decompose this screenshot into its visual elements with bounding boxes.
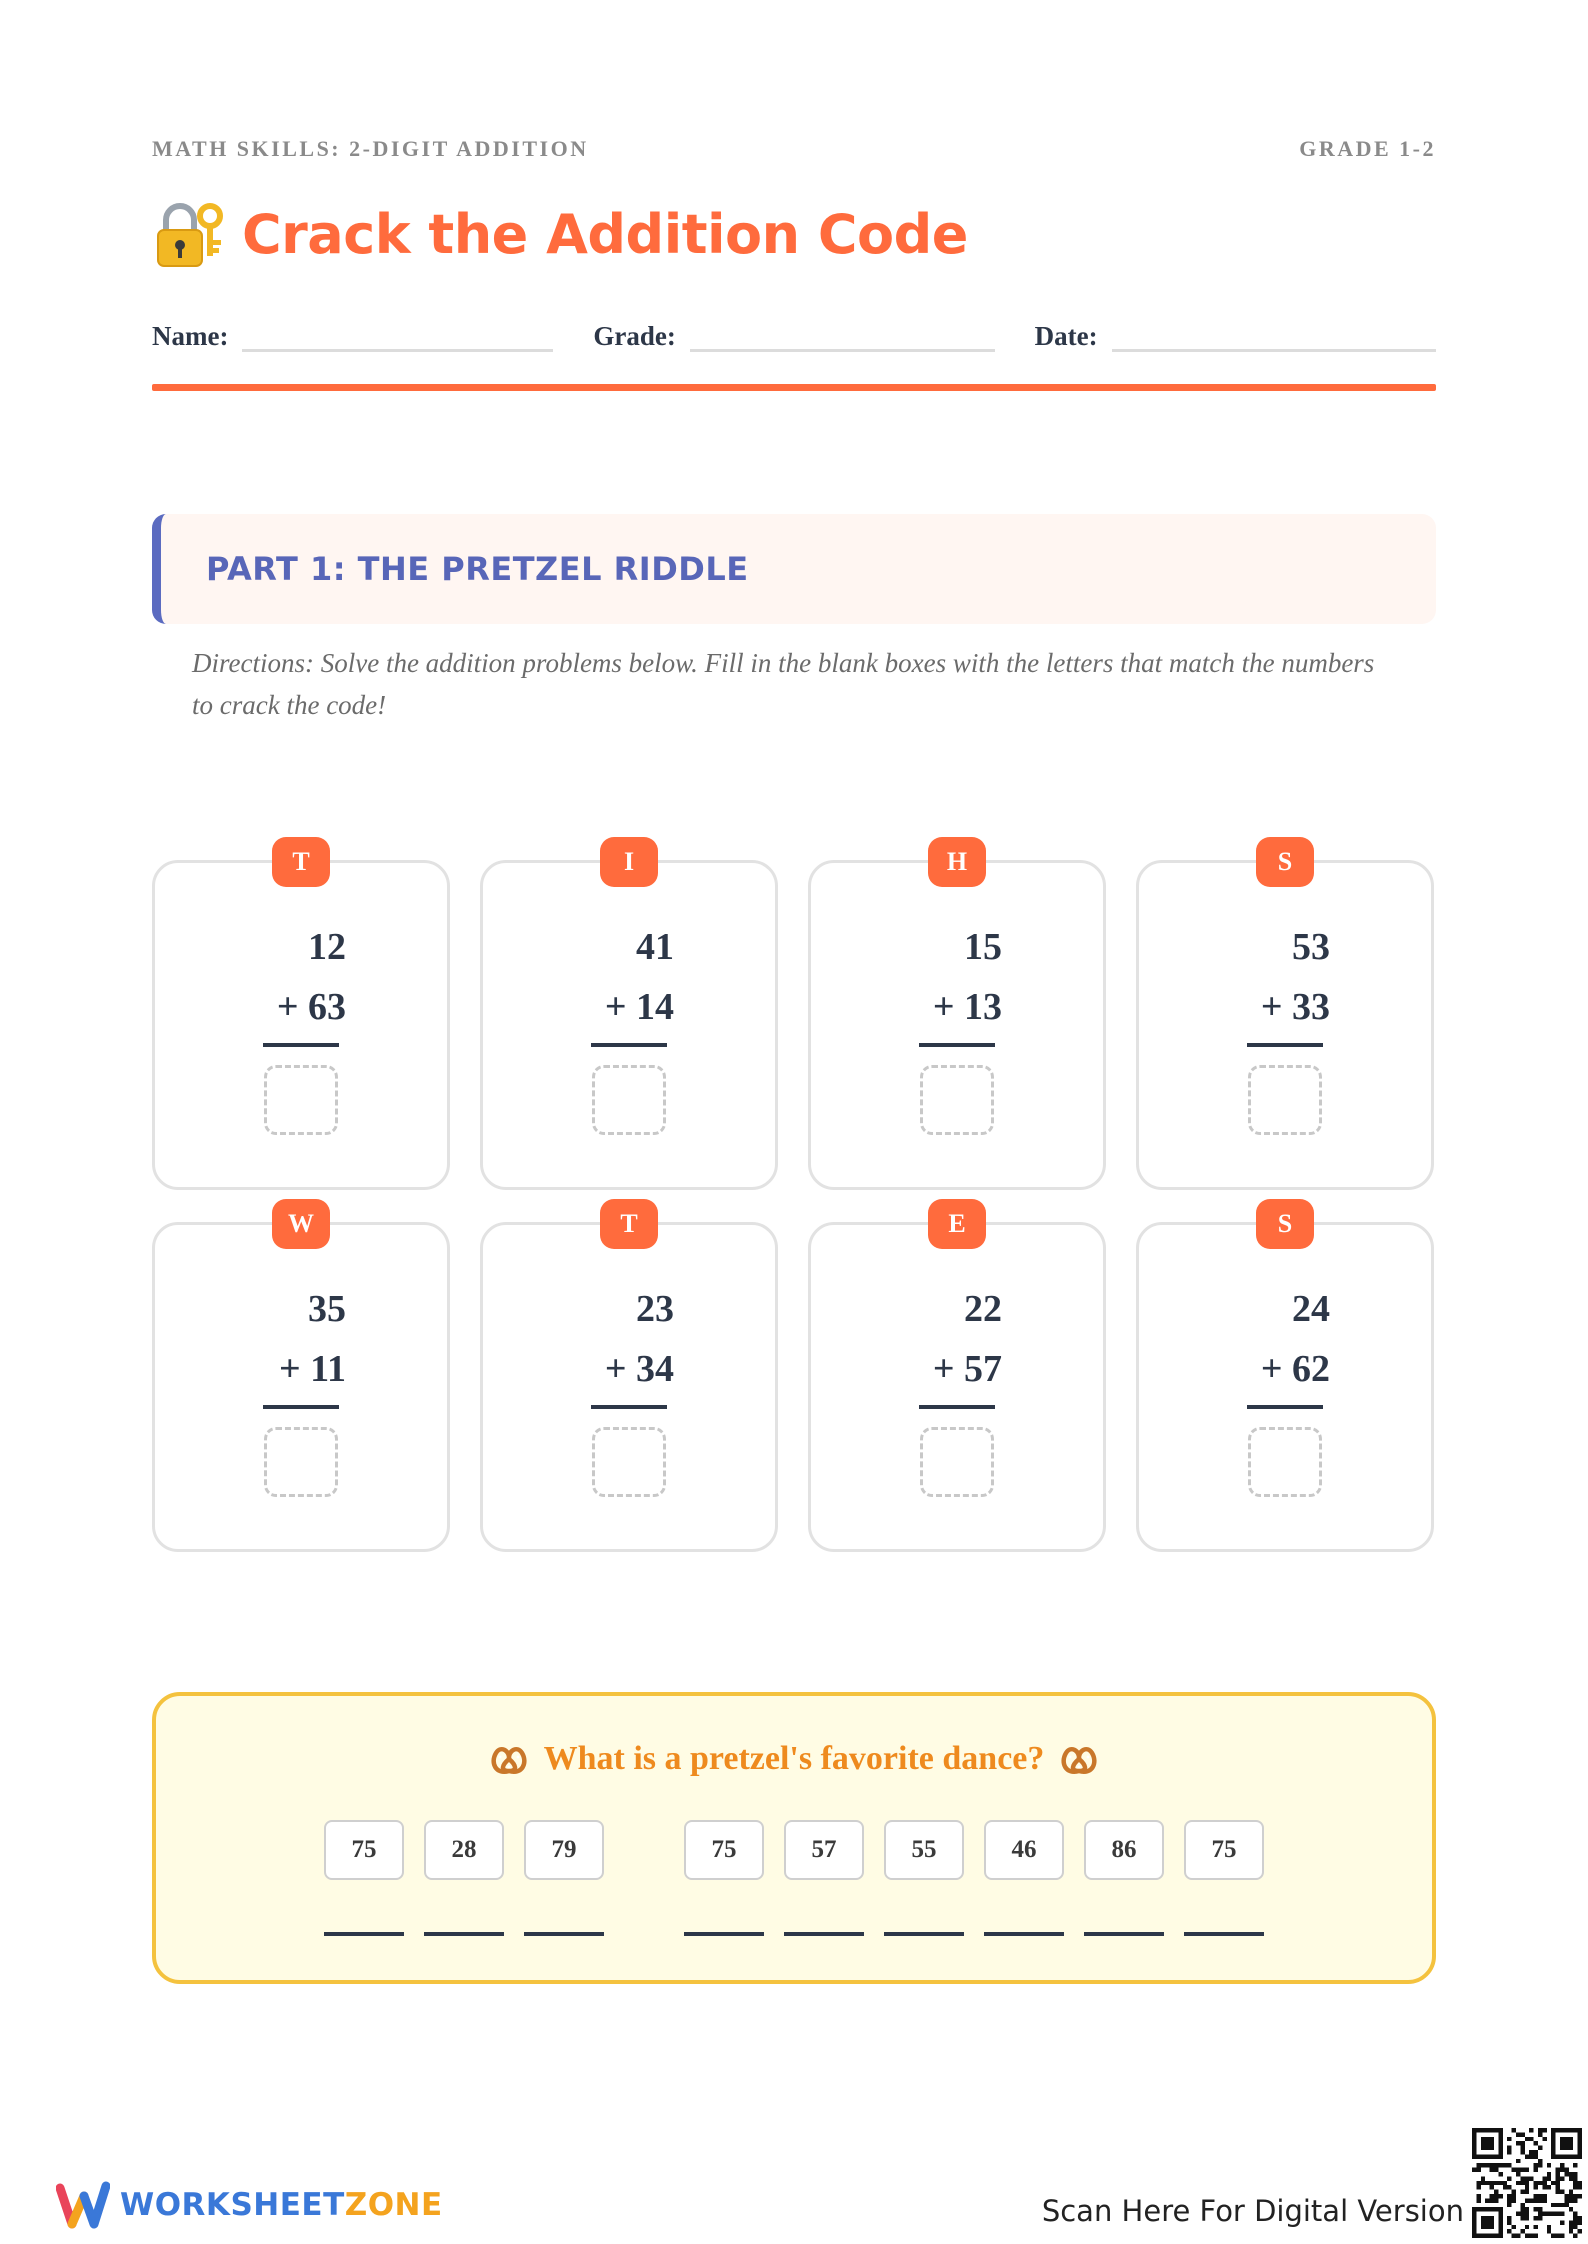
- addition-problem: [155, 1279, 447, 1497]
- grade-field[interactable]: [593, 316, 994, 352]
- problem-card: [152, 1209, 450, 1552]
- answer-box[interactable]: [264, 1427, 338, 1497]
- problem-card: [152, 847, 450, 1190]
- code-slot: [684, 1820, 764, 1936]
- problem-card: [480, 1209, 778, 1552]
- brand-logo: [56, 2178, 443, 2232]
- problem-card: [1136, 847, 1434, 1190]
- addend-top: 12: [308, 926, 346, 968]
- code-number: 86: [1084, 1820, 1164, 1880]
- letter-blank[interactable]: [684, 1932, 764, 1936]
- sum-line: [591, 1405, 667, 1409]
- scan-text: Scan Here For Digital Version: [1041, 2194, 1464, 2228]
- riddle-box: [152, 1692, 1436, 1984]
- code-number: 75: [1184, 1820, 1264, 1880]
- answer-box[interactable]: [592, 1065, 666, 1135]
- letter-badge: I: [600, 837, 658, 887]
- letter-badge: E: [928, 1199, 986, 1249]
- problem-card: [1136, 1209, 1434, 1552]
- code-slot: [524, 1820, 604, 1936]
- worksheetzone-logo-icon: [56, 2178, 110, 2232]
- date-label: Date:: [1034, 321, 1098, 351]
- letter-blank[interactable]: [324, 1932, 404, 1936]
- date-line[interactable]: [1112, 316, 1436, 352]
- answer-box[interactable]: [920, 1427, 994, 1497]
- addition-problem: [1139, 917, 1431, 1135]
- code-slot: [784, 1820, 864, 1936]
- header-divider: [152, 384, 1436, 391]
- code-answer-row: [156, 1820, 1432, 1936]
- section-header: [152, 514, 1436, 624]
- name-label: Name:: [152, 321, 229, 351]
- sum-line: [1247, 1405, 1323, 1409]
- name-field[interactable]: [152, 316, 553, 352]
- addend-top: 24: [1292, 1288, 1330, 1330]
- addend-bottom: + 33: [1260, 986, 1330, 1028]
- riddle-question-text: What is a pretzel's favorite dance?: [543, 1740, 1045, 1777]
- directions-text: Directions: Solve the addition problems below. Fill in the blank boxes with the letters that match the numbers to crack the code!: [192, 648, 1375, 720]
- title-text: Crack the Addition Code: [242, 202, 968, 266]
- addition-problem: [811, 917, 1103, 1135]
- letter-blank[interactable]: [424, 1932, 504, 1936]
- addition-problem: [1139, 1279, 1431, 1497]
- grade-line[interactable]: [690, 316, 995, 352]
- sum-line: [919, 1405, 995, 1409]
- sum-line: [1247, 1043, 1323, 1047]
- code-slot: [1084, 1820, 1164, 1936]
- answer-box[interactable]: [920, 1065, 994, 1135]
- addend-bottom: + 57: [932, 1348, 1002, 1390]
- addend-top: 41: [636, 926, 674, 968]
- answer-box[interactable]: [592, 1427, 666, 1497]
- code-number: 57: [784, 1820, 864, 1880]
- code-number: 79: [524, 1820, 604, 1880]
- addend-bottom: + 34: [604, 1348, 674, 1390]
- top-bar: [152, 136, 1436, 162]
- letter-badge: H: [928, 837, 986, 887]
- qr-code-icon[interactable]: [1472, 2128, 1582, 2238]
- addend-top: 35: [308, 1288, 346, 1330]
- addition-problem: [483, 917, 775, 1135]
- answer-word: [684, 1820, 1264, 1936]
- code-number: 75: [684, 1820, 764, 1880]
- addend-top: 23: [636, 1288, 674, 1330]
- addition-problem: [483, 1279, 775, 1497]
- name-line[interactable]: [242, 316, 553, 352]
- letter-badge: T: [272, 837, 330, 887]
- code-number: 46: [984, 1820, 1064, 1880]
- pretzel-icon: [488, 1741, 530, 1777]
- pretzel-icon: [1058, 1741, 1100, 1777]
- code-slot: [884, 1820, 964, 1936]
- addend-bottom: + 11: [278, 1348, 346, 1390]
- code-number: 28: [424, 1820, 504, 1880]
- letter-badge: S: [1256, 1199, 1314, 1249]
- date-field[interactable]: [1035, 316, 1436, 352]
- letter-badge: W: [272, 1199, 330, 1249]
- letter-blank[interactable]: [1184, 1932, 1264, 1936]
- letter-blank[interactable]: [784, 1932, 864, 1936]
- sum-line: [263, 1405, 339, 1409]
- letter-badge: S: [1256, 837, 1314, 887]
- problem-card: [808, 1209, 1106, 1552]
- answer-word: [324, 1820, 604, 1936]
- letter-blank[interactable]: [1084, 1932, 1164, 1936]
- code-number: 75: [324, 1820, 404, 1880]
- problem-card: [808, 847, 1106, 1190]
- riddle-question: [156, 1740, 1432, 1778]
- addend-bottom: + 14: [604, 986, 674, 1028]
- answer-box[interactable]: [1248, 1065, 1322, 1135]
- section-title: PART 1: THE PRETZEL RIDDLE: [206, 550, 749, 588]
- code-number: 55: [884, 1820, 964, 1880]
- sum-line: [919, 1043, 995, 1047]
- code-slot: [424, 1820, 504, 1936]
- code-slot: [984, 1820, 1064, 1936]
- addend-bottom: + 13: [932, 986, 1002, 1028]
- addend-bottom: + 62: [1260, 1348, 1330, 1390]
- problem-card: [480, 847, 778, 1190]
- grade-level-label: GRADE 1-2: [1299, 136, 1436, 161]
- sum-line: [263, 1043, 339, 1047]
- answer-box[interactable]: [264, 1065, 338, 1135]
- code-slot: [1184, 1820, 1264, 1936]
- subject-label: MATH SKILLS: 2-DIGIT ADDITION: [152, 136, 589, 161]
- letter-blank[interactable]: [884, 1932, 964, 1936]
- student-info-fields: [152, 316, 1436, 352]
- addend-top: 22: [964, 1288, 1002, 1330]
- addend-top: 15: [964, 926, 1002, 968]
- letter-badge: T: [600, 1199, 658, 1249]
- code-slot: [324, 1820, 404, 1936]
- letter-blank[interactable]: [984, 1932, 1064, 1936]
- grade-label: Grade:: [593, 321, 676, 351]
- addend-bottom: + 63: [276, 986, 346, 1028]
- lock-and-key-icon: [152, 196, 228, 272]
- brand-name: WORKSHEETZONE: [120, 2187, 443, 2223]
- answer-box[interactable]: [1248, 1427, 1322, 1497]
- addition-problem: [155, 917, 447, 1135]
- addition-problem: [811, 1279, 1103, 1497]
- sum-line: [591, 1043, 667, 1047]
- page-title: [152, 196, 968, 272]
- problem-grid: [152, 847, 1436, 1552]
- letter-blank[interactable]: [524, 1932, 604, 1936]
- addend-top: 53: [1292, 926, 1330, 968]
